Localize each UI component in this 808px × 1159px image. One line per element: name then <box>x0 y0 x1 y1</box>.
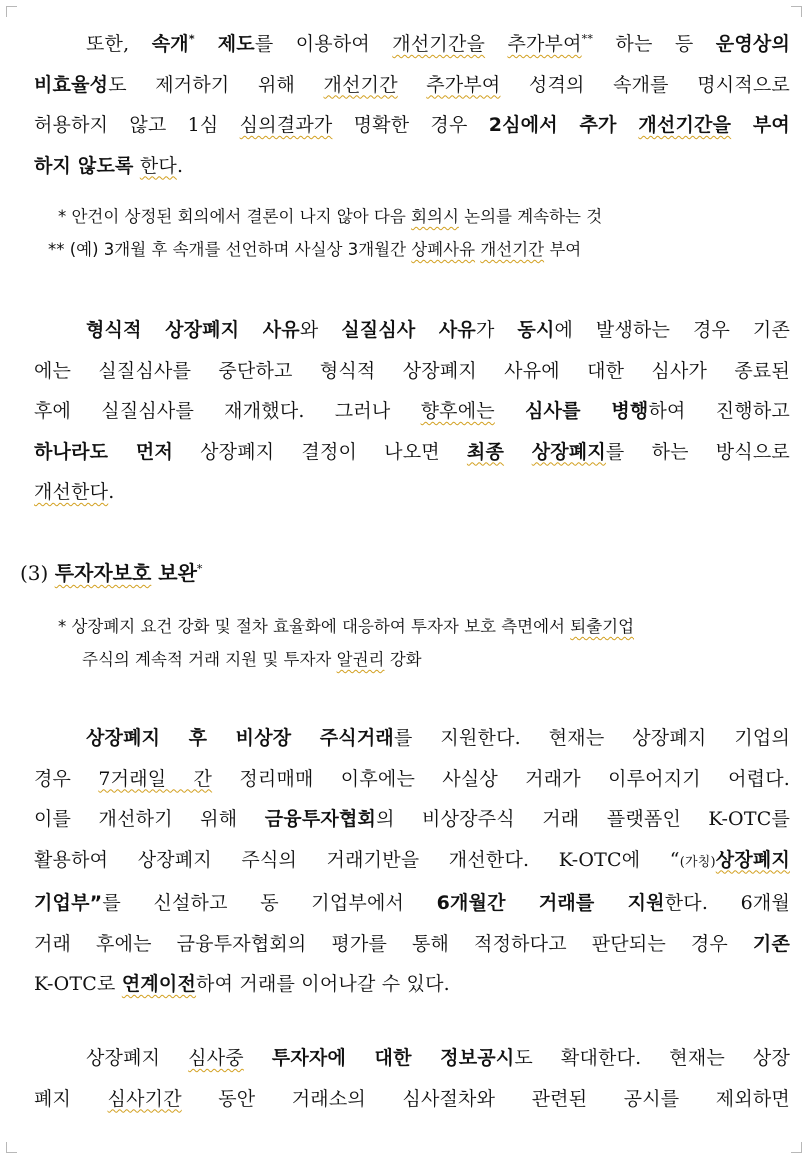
page-corner-mark <box>791 1142 802 1153</box>
paragraph-concurrent-review <box>34 310 790 513</box>
text-line: 거래 후에는 금융투자협회의 평가를 통해 적정하다고 판단되는 경우 기존 <box>34 932 790 955</box>
text-line: 활용하여 상장폐지 주식의 거래기반을 개선한다. K-OTC에 “(가칭)상장폐지 <box>34 848 790 871</box>
footnote-line: ** (예) 3개월 후 속개를 선언하며 사실상 3개월간 상폐사유 개선기간 부여 <box>48 240 582 259</box>
page-corner-mark <box>6 1142 17 1153</box>
footnotes-investor-protection <box>34 610 790 676</box>
text-line: 허용하지 않고 1심 심의결과가 명확한 경우 2심에서 추가 개선기간을 부여 <box>34 114 790 136</box>
paragraph-disclosure <box>34 1038 790 1119</box>
text-line: 비효율성도 제거하기 위해 개선기간 추가부여 성격의 속개를 명시적으로 <box>34 73 790 96</box>
paragraph-continuation-procedure <box>34 24 790 186</box>
text-line: 또한, 속개* 제도를 이용하여 개선기간을 추가부여** 하는 등 운영상의 <box>86 32 790 55</box>
footnotes-continuation <box>34 200 790 266</box>
footnote-line: * 상장폐지 요건 강화 및 절차 효율화에 대응하여 투자자 보호 측면에서 퇴출기업 <box>58 617 635 636</box>
text-line: 폐지 심사기간 동안 거래소의 심사절차와 관련된 공시를 제외하면 <box>34 1087 790 1110</box>
text-line: 후에 실질심사를 재개했다. 그러나 향후에는 심사를 병행하여 진행하고 <box>34 400 790 422</box>
footnote-line: 주식의 계속적 거래 지원 및 투자자 알권리 강화 <box>82 650 422 669</box>
text-line: 상장폐지 심사중 투자자에 대한 정보공시도 확대한다. 현재는 상장 <box>86 1047 791 1069</box>
paragraph-unlisted-trading <box>34 718 790 1005</box>
text-line: 이를 개선하기 위해 금융투자협회의 비상장주식 거래 플랫폼인 K-OTC를 <box>34 808 791 830</box>
text-line: 형식적 상장폐지 사유와 실질심사 사유가 동시에 발생하는 경우 기존 <box>86 319 791 341</box>
text-line: 하지 않도록 한다. <box>34 154 184 177</box>
page-corner-mark <box>6 6 17 17</box>
text-line: 개선한다. <box>34 481 115 503</box>
footnote-line: * 안건이 상정된 회의에서 결론이 나지 않아 다음 회의시 논의를 계속하는 것 <box>58 207 603 226</box>
text-line: 하나라도 먼저 상장폐지 결정이 나오면 최종 상장폐지를 하는 방식으로 <box>34 440 790 463</box>
text-line: 상장폐지 후 비상장 주식거래를 지원한다. 현재는 상장폐지 기업의 <box>86 727 791 749</box>
text-line: 경우 7거래일 간 정리매매 이후에는 사실상 거래가 이루어지기 어렵다. <box>34 767 790 790</box>
text-line: 기업부”를 신설하고 동 기업부에서 6개월간 거래를 지원한다. 6개월 <box>34 892 791 914</box>
text-line: 에는 실질심사를 중단하고 형식적 상장폐지 사유에 대한 심사가 종료된 <box>34 359 790 382</box>
page-corner-mark <box>791 6 802 17</box>
section-heading: (3) 투자자보호 보완* <box>20 561 203 585</box>
text-line: K-OTC로 연계이전하여 거래를 이어나갈 수 있다. <box>34 973 450 995</box>
